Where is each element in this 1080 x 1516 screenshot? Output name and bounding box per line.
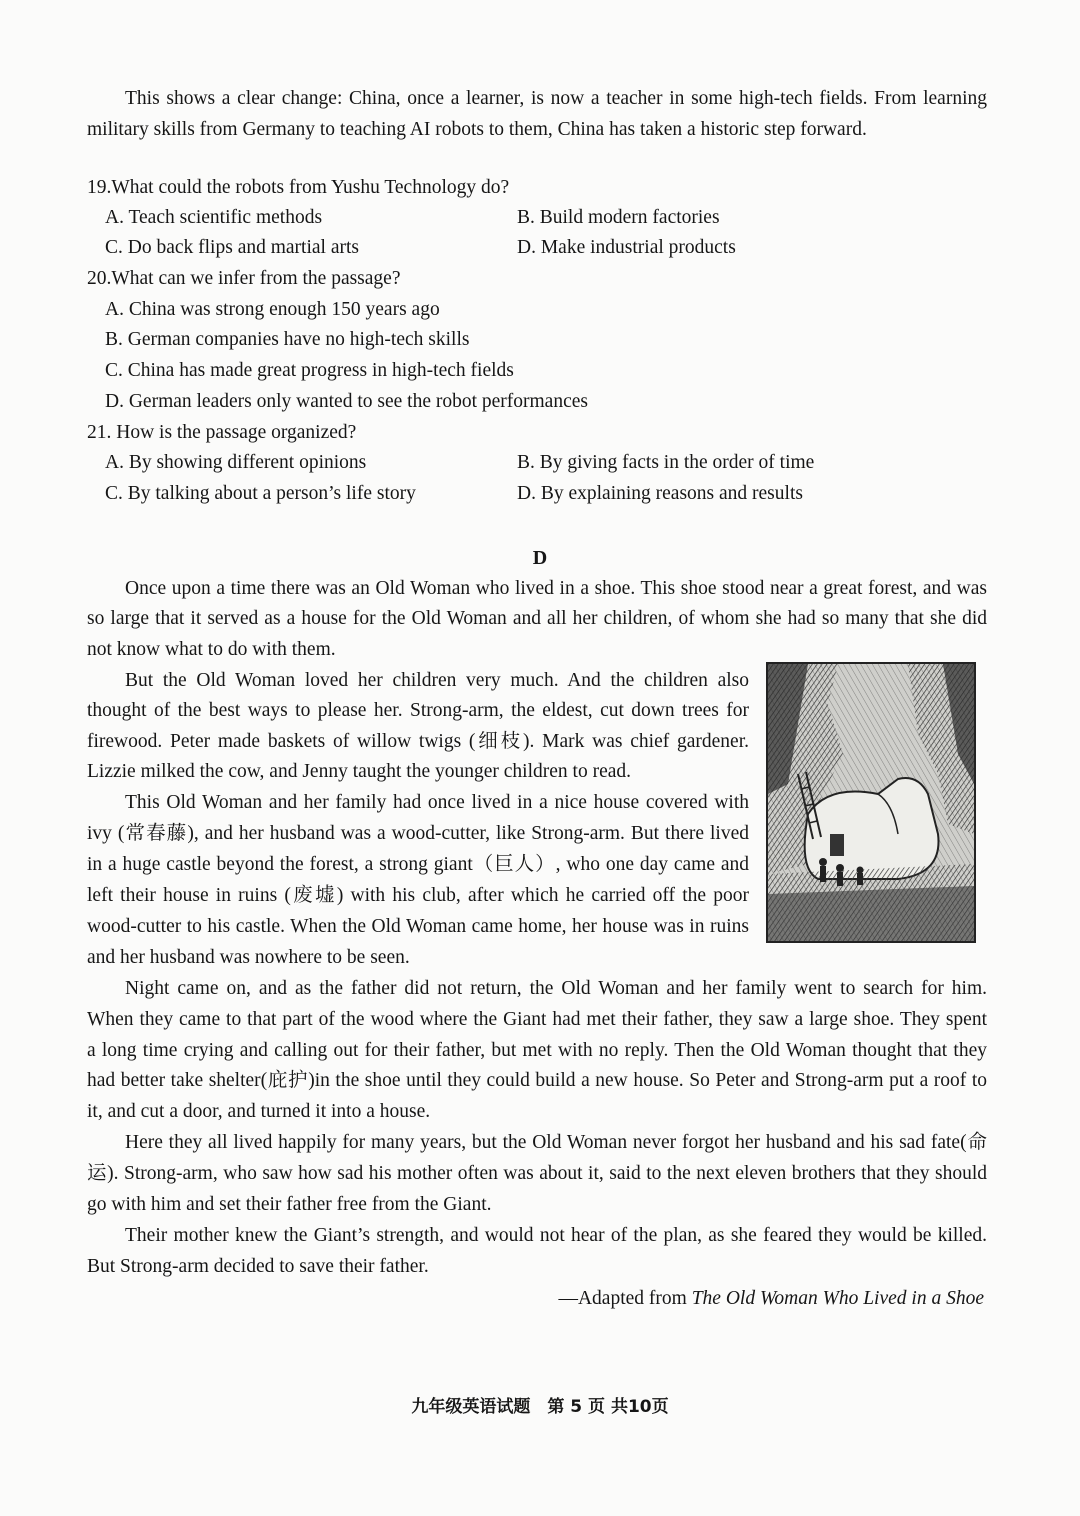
passage-line: so large that it served as a house for the Old Woman and all her children, of whom she had so many that she did [87,608,987,629]
passage-line: Lizzie milked the cow, and Jenny taught the younger children to read. [87,761,632,782]
passage-line: go with him and set their father free from the Giant. [87,1194,492,1215]
passage-line: Their mother knew the Giant’s strength, and would not hear of the plan, as she feared they would be killed. [125,1225,987,1246]
passage-line: This Old Woman and her family had once lived in a nice house covered with [125,792,749,813]
intro-line-2: military skills from Germany to teaching AI robots to them, China has taken a historic step forward. [87,119,867,140]
passage-line: not know what to do with them. [87,639,336,660]
page-footer: 九年级英语试题 第 5 页 共10页 [411,1397,669,1417]
question-20-option-a: A. China was strong enough 150 years ago [105,299,440,320]
question-21-option-b: B. By giving facts in the order of time [517,452,815,473]
question-21-option-c: C. By talking about a person’s life story [105,483,416,504]
question-19-stem: 19.What could the robots from Yushu Technology do? [87,177,510,198]
passage-line: it, and cut a door, and turned it into a house. [87,1101,431,1122]
shoe-house-illustration-icon [768,664,974,941]
passage-line: 运). Strong-arm, who saw how sad his mother often was about it, said to the next eleven brothers that they should [87,1163,987,1184]
passage-line: Night came on, and as the father did not return, the Old Woman and her family went to search for him. [125,978,987,999]
passage-line: Here they all lived happily for many years, but the Old Woman never forgot her husband and his sad fate(命 [125,1132,987,1153]
section-heading: D [532,547,548,569]
passage-line: But Strong-arm decided to save their father. [87,1256,429,1277]
source-attribution [558,1284,984,1314]
question-21-option-d: D. By explaining reasons and results [517,483,803,504]
question-19-option-c: C. Do back flips and martial arts [105,237,359,258]
passage-line: and her husband was nowhere to be seen. [87,947,410,968]
question-21-stem: 21. How is the passage organized? [87,422,357,443]
question-19-option-b: B. Build modern factories [517,207,720,228]
passage-line: firewood. Peter made baskets of willow twigs (细枝). Mark was chief gardener. [87,731,749,752]
source-prefix: —Adapted from [558,1288,692,1309]
question-21-option-a: A. By showing different opinions [105,452,367,473]
story-illustration [766,662,976,943]
question-20-option-b: B. German companies have no high-tech skills [105,329,470,350]
source-title: The Old Woman Who Lived in a Shoe [691,1288,984,1309]
passage-line: But the Old Woman loved her children very much. And the children also [125,670,749,691]
passage-line: left their house in ruins (废墟) with his club, after which he carried off the poor [87,885,749,906]
passage-line: thought of the best ways to please her. Strong-arm, the eldest, cut down trees for [87,700,749,721]
passage-line: Once upon a time there was an Old Woman who lived in a shoe. This shoe stood near a great forest, and was [125,578,987,599]
passage-line: wood-cutter to his castle. When the Old Woman came home, her house was in ruins [87,916,749,937]
question-19-option-a: A. Teach scientific methods [105,207,323,228]
question-20-option-d: D. German leaders only wanted to see the robot performances [105,391,588,412]
question-20-option-c: C. China has made great progress in high-tech fields [105,360,514,381]
question-20-stem: 20.What can we infer from the passage? [87,268,401,289]
question-19-option-d: D. Make industrial products [517,237,736,258]
passage-line: a long time crying and calling out for their father, but met with no reply. Then the Old Woman thought that they [87,1040,987,1061]
passage-line: had better take shelter(庇护)in the shoe until they could build a new house. So Peter and Strong-arm put a roof to [87,1070,987,1091]
intro-line-1: This shows a clear change: China, once a learner, is now a teacher in some high-tech fields. From learning [125,88,987,109]
passage-line: in a huge castle beyond the forest, a strong giant（巨人）, who one day came and [87,854,749,875]
passage-line: ivy (常春藤), and her husband was a wood-cutter, like Strong-arm. But there lived [87,823,749,844]
passage-line: When they came to that part of the wood where the Giant had met their father, they saw a large shoe. They spent [87,1009,987,1030]
